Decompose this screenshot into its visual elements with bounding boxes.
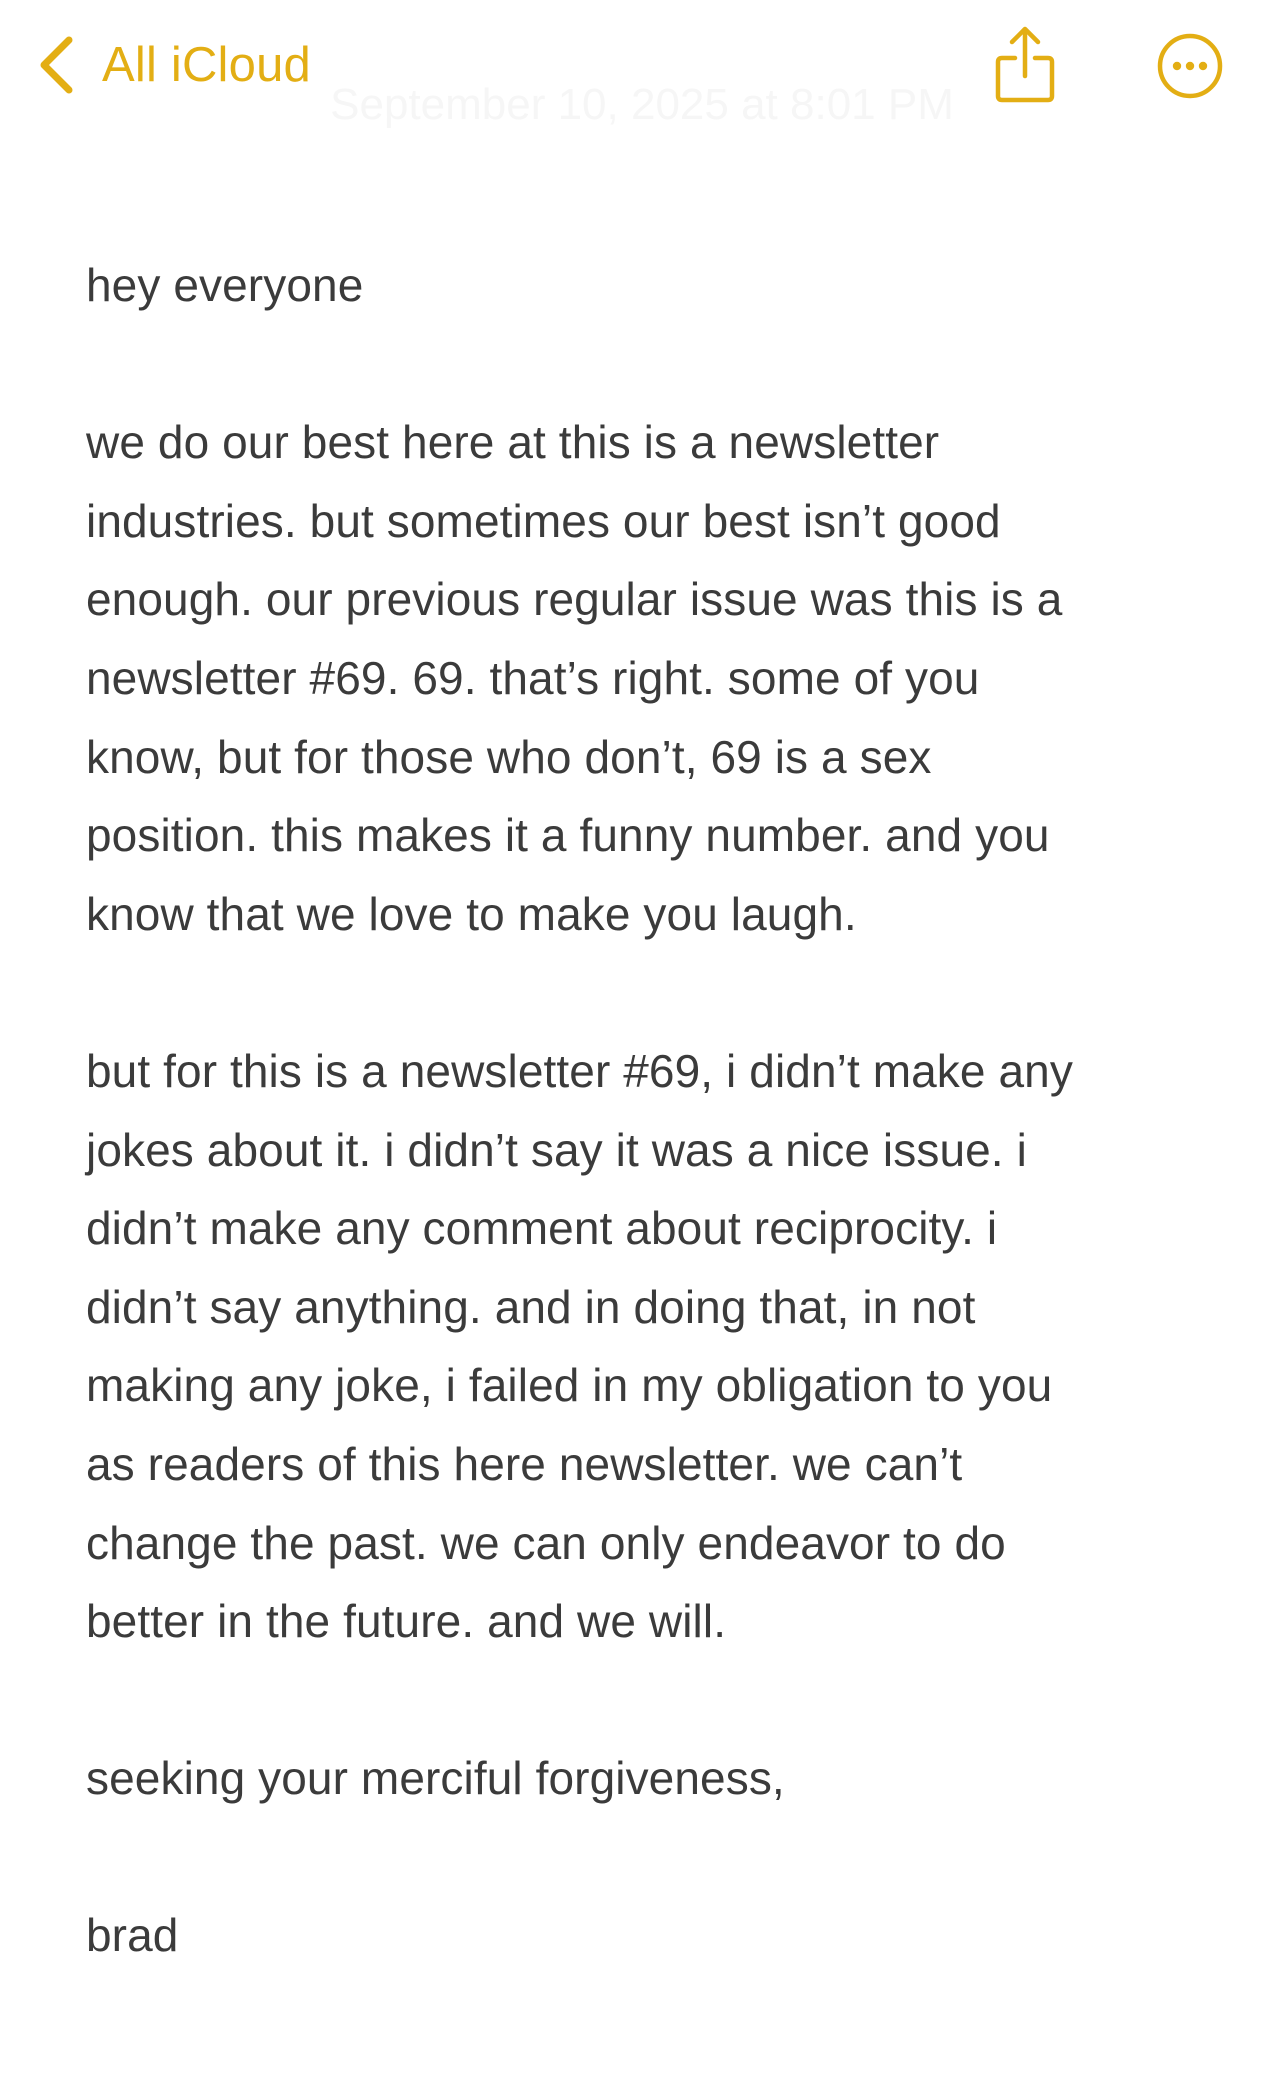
note-paragraph: seeking your merciful forgiveness, [86, 1752, 785, 1805]
note-paragraph: but for this is a newsletter #69, i didn’t make any jokes about it. i didn’t say it was a nice issue. i didn’t make any comment about reciprocity. i didn’t say anything. and in doing that, in not making any joke, i failed in my obligation to you as readers of this here newsletter. we can’t change the past. we can only endeavor to do better in the future. and we will. [86, 1044, 1073, 1648]
back-button-label: All iCloud [102, 38, 311, 92]
note-body[interactable] [86, 246, 1226, 1975]
note-date: September 10, 2025 at 8:01 PM [330, 80, 954, 129]
ellipsis-circle-icon [1156, 87, 1224, 104]
note-paragraph: hey everyone [86, 259, 364, 311]
navigation-bar [0, 0, 1284, 140]
more-options-button[interactable] [1156, 32, 1224, 100]
note-paragraph: we do our best here at this is a newsletter industries. but sometimes our best isn’t good enough. our previous regular issue was this is a newsletter #69. 69. that’s right. some of you know, but for those who don’t, 69 is a sex position. this makes it a funny number. and you know that we love to make you laugh. [86, 416, 1063, 940]
share-icon [994, 93, 1056, 110]
share-button[interactable] [994, 24, 1056, 106]
note-signature: brad [86, 1909, 179, 1962]
